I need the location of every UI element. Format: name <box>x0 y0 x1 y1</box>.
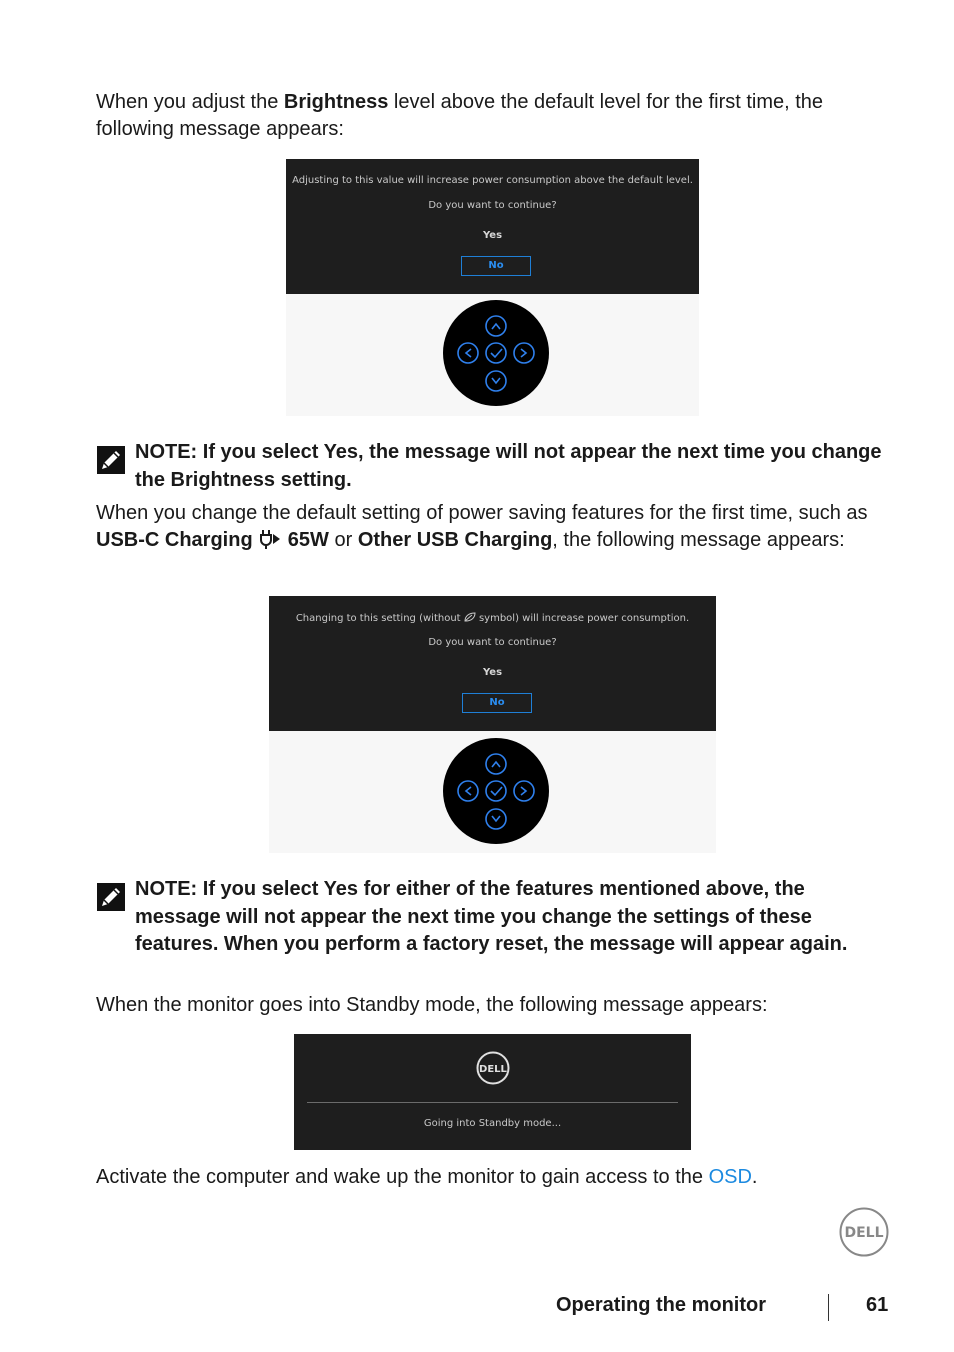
usb-power-delivery-icon <box>258 528 282 550</box>
osd-yes-option[interactable]: Yes <box>482 230 503 241</box>
joystick-icon <box>443 300 549 406</box>
osd-no-option[interactable]: No <box>461 256 531 276</box>
note-brightness: NOTE: If you select Yes, the message will not appear the next time you change the Brightness setting. <box>135 441 882 491</box>
osd-standby-text: Going into Standby mode... <box>423 1118 562 1129</box>
footer-divider <box>828 1294 829 1321</box>
osd-brightness-warning <box>286 159 699 294</box>
intro-paragraph-brightness: When you adjust the Brightness level above the default level for the first time, the following message appears: <box>96 91 824 140</box>
osd-link[interactable]: OSD <box>708 1166 752 1188</box>
osd-yes-option[interactable]: Yes <box>482 667 503 678</box>
page-number: 61 <box>866 1294 889 1316</box>
dell-logo <box>476 1051 510 1085</box>
osd-no-option[interactable]: No <box>462 693 532 713</box>
note-pencil-icon <box>97 446 125 474</box>
osd-message: Changing to this setting (without symbol) will increase power consumption. <box>295 613 690 624</box>
svg-text:DELL: DELL <box>479 1064 507 1075</box>
footer-section-title: Operating the monitor <box>556 1294 766 1316</box>
osd-question: Do you want to continue? <box>428 637 557 648</box>
osd-standby-message <box>294 1034 691 1150</box>
osd-message: Adjusting to this value will increase power consumption above the default level. <box>292 175 693 186</box>
intro-paragraph-power-saving: When you change the default setting of power saving features for the first time, such as USB-C Charging 65W or Other USB Charging, the following message appears: <box>96 502 868 551</box>
osd-power-saving-warning <box>269 596 716 731</box>
dell-logo <box>839 1207 889 1257</box>
svg-text:DELL: DELL <box>844 1225 884 1241</box>
osd-divider <box>307 1102 678 1103</box>
note-factory-reset: NOTE: If you select Yes for either of the features mentioned above, the message will not appear the next time you change the settings of these features. When you perform a factory reset, the message will appear again. <box>135 878 848 955</box>
joystick-icon <box>443 738 549 844</box>
outro-paragraph: Activate the computer and wake up the monitor to gain access to the OSD. <box>96 1166 758 1188</box>
leaf-icon <box>464 612 476 622</box>
note-pencil-icon <box>97 883 125 911</box>
osd-question: Do you want to continue? <box>428 200 557 211</box>
intro-paragraph-standby: When the monitor goes into Standby mode, the following message appears: <box>96 994 768 1016</box>
